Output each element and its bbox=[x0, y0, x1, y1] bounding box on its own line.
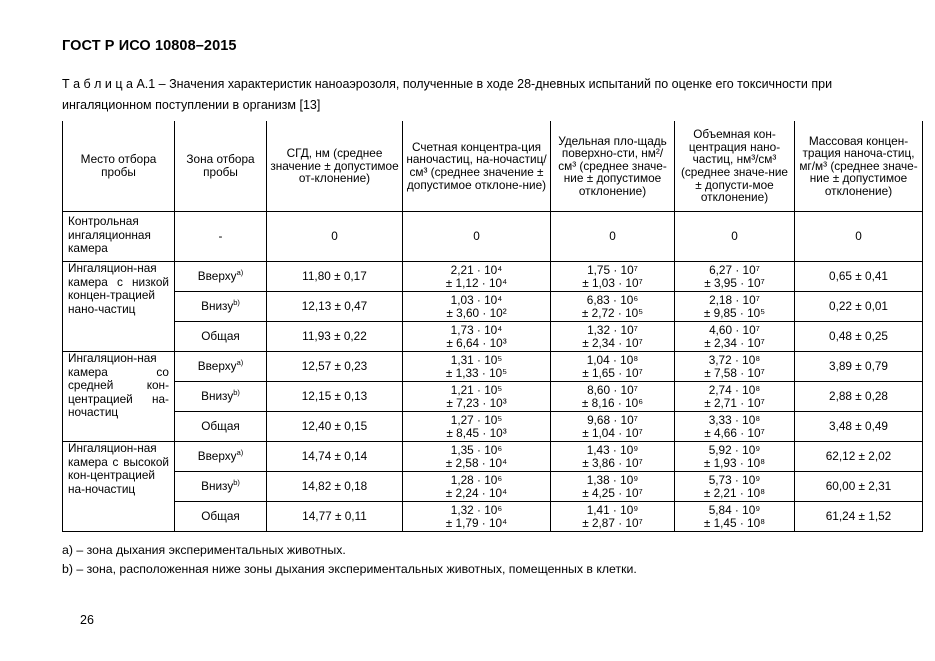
cell-sgd: 12,13 ± 0,47 bbox=[267, 292, 403, 322]
col-header-volume: Объемная кон-центрация нано-частиц, нм³/см³ (среднее значе-ние ± допусти-мое отклонение) bbox=[675, 121, 795, 212]
table-row bbox=[63, 442, 923, 472]
cell-sgd: 11,80 ± 0,17 bbox=[267, 262, 403, 292]
table-row bbox=[63, 382, 923, 412]
cell-sgd: 12,15 ± 0,13 bbox=[267, 382, 403, 412]
zone-label: Внизу bbox=[201, 389, 234, 404]
cell-zone bbox=[175, 292, 267, 322]
cell-area-mean: 9,68 · 10⁷ bbox=[587, 412, 638, 427]
cell-count bbox=[403, 262, 551, 292]
table-caption: Т а б л и ц а А.1 – Значения характеристик наноаэрозоля, полученные в ходе 28-дневных испытаний по оценке его токсичности при ингаляционном поступлении в организм [13] bbox=[62, 77, 833, 112]
table-row bbox=[63, 322, 923, 352]
cell-area-mean: 1,43 · 10⁹ bbox=[586, 442, 639, 457]
cell-sgd: 14,74 ± 0,14 bbox=[267, 442, 403, 472]
cell-volume-mean: 2,18 · 10⁷ bbox=[709, 292, 760, 307]
cell-mass: 3,89 ± 0,79 bbox=[795, 352, 923, 382]
zone-footnote-mark: a) bbox=[236, 448, 244, 458]
cell-count-deviation: ± 1,33 · 10⁵ bbox=[445, 365, 508, 380]
cell-area-mean: 1,32 · 10⁷ bbox=[587, 322, 638, 337]
cell-mass: 62,12 ± 2,02 bbox=[795, 442, 923, 472]
cell-sgd: 11,93 ± 0,22 bbox=[267, 322, 403, 352]
cell-zone: - bbox=[175, 212, 267, 262]
table-row bbox=[63, 502, 923, 532]
zone-label: Общая bbox=[201, 419, 240, 434]
cell-sgd: 14,82 ± 0,18 bbox=[267, 472, 403, 502]
cell-area-deviation: ± 3,86 · 10⁷ bbox=[582, 455, 643, 470]
table-row bbox=[63, 352, 923, 382]
table-row bbox=[63, 262, 923, 292]
cell-zone bbox=[175, 502, 267, 532]
cell-volume-mean: 4,60 · 10⁷ bbox=[709, 322, 760, 337]
cell-area bbox=[551, 442, 675, 472]
zone-label: Вверху bbox=[197, 449, 237, 464]
cell-area bbox=[551, 382, 675, 412]
col-header-mass: Массовая концен-трация наноча-стиц, мг/м³ (среднее значе-ние ± допустимое отклонение) bbox=[795, 121, 923, 212]
cell-zone bbox=[175, 382, 267, 412]
cell-count-deviation: ± 2,24 · 10⁴ bbox=[445, 485, 508, 500]
cell-volume-deviation: ± 2,21 · 10⁸ bbox=[703, 485, 766, 500]
cell-volume-mean: 2,74 · 10⁸ bbox=[708, 382, 761, 397]
cell-mass: 2,88 ± 0,28 bbox=[795, 382, 923, 412]
cell-area-deviation: ± 4,25 · 10⁷ bbox=[582, 485, 643, 500]
cell-sgd: 12,40 ± 0,15 bbox=[267, 412, 403, 442]
cell-count-mean: 1,27 · 10⁵ bbox=[450, 412, 503, 427]
cell-count-deviation: ± 3,60 · 10² bbox=[446, 305, 507, 320]
cell-volume-deviation: ± 9,85 · 10⁵ bbox=[703, 305, 766, 320]
cell-area-deviation: ± 8,16 · 10⁶ bbox=[581, 395, 644, 410]
cell-volume-mean: 6,27 · 10⁷ bbox=[709, 262, 760, 277]
zone-footnote-mark: a) bbox=[236, 268, 244, 278]
zone-label: Внизу bbox=[201, 479, 234, 494]
document-header: ГОСТ Р ИСО 10808–2015 bbox=[62, 38, 237, 54]
cell-area bbox=[551, 322, 675, 352]
cell-volume bbox=[675, 292, 795, 322]
cell-area: 0 bbox=[551, 212, 675, 262]
cell-count bbox=[403, 412, 551, 442]
cell-area-deviation: ± 1,03 · 10⁷ bbox=[582, 275, 643, 290]
cell-volume bbox=[675, 322, 795, 352]
cell-area bbox=[551, 292, 675, 322]
cell-place: Ингаляцион-ная камера с низкой концен-трацией нано-частиц bbox=[63, 262, 175, 352]
cell-area-deviation: ± 1,04 · 10⁷ bbox=[582, 425, 643, 440]
cell-zone bbox=[175, 472, 267, 502]
cell-zone bbox=[175, 412, 267, 442]
cell-volume-deviation: ± 7,58 · 10⁷ bbox=[704, 365, 765, 380]
cell-count bbox=[403, 352, 551, 382]
cell-volume-deviation: ± 1,93 · 10⁸ bbox=[703, 455, 766, 470]
cell-count: 0 bbox=[403, 212, 551, 262]
cell-area-mean: 1,04 · 10⁸ bbox=[586, 352, 639, 367]
cell-volume-deviation: ± 2,71 · 10⁷ bbox=[704, 395, 765, 410]
cell-area-mean: 1,41 · 10⁹ bbox=[586, 502, 639, 517]
cell-area bbox=[551, 502, 675, 532]
table-row bbox=[63, 472, 923, 502]
cell-count bbox=[403, 292, 551, 322]
col-header-area: Удельная пло-щадь поверхно-сти, нм²/см³ (среднее значе-ние ± допустимое отклонение) bbox=[551, 121, 675, 212]
cell-count-deviation: ± 2,58 · 10⁴ bbox=[445, 455, 508, 470]
cell-mass: 0 bbox=[795, 212, 923, 262]
cell-area-deviation: ± 2,34 · 10⁷ bbox=[582, 335, 643, 350]
cell-volume bbox=[675, 352, 795, 382]
zone-footnote-mark: b) bbox=[233, 478, 240, 488]
cell-volume-deviation: ± 4,66 · 10⁷ bbox=[704, 425, 765, 440]
cell-mass: 60,00 ± 2,31 bbox=[795, 472, 923, 502]
cell-volume-mean: 3,33 · 10⁸ bbox=[708, 412, 761, 427]
zone-label: Общая bbox=[201, 509, 240, 524]
cell-count bbox=[403, 382, 551, 412]
cell-area bbox=[551, 472, 675, 502]
cell-volume bbox=[675, 262, 795, 292]
cell-place: Ингаляцион-ная камера с высокой кон-центрацией на-ночастиц bbox=[63, 442, 175, 532]
col-header-place: Место отбора пробы bbox=[63, 121, 175, 212]
cell-area bbox=[551, 412, 675, 442]
zone-label: Общая bbox=[201, 329, 240, 344]
cell-count-deviation: ± 8,45 · 10³ bbox=[446, 425, 507, 440]
cell-mass: 61,24 ± 1,52 bbox=[795, 502, 923, 532]
cell-mass: 0,48 ± 0,25 bbox=[795, 322, 923, 352]
cell-volume-mean: 5,92 · 10⁹ bbox=[708, 442, 761, 457]
cell-volume-deviation: ± 3,95 · 10⁷ bbox=[704, 275, 765, 290]
zone-footnote-mark: b) bbox=[233, 298, 240, 308]
cell-volume bbox=[675, 472, 795, 502]
zone-label: Внизу bbox=[201, 299, 234, 314]
cell-count-deviation: ± 7,23 · 10³ bbox=[446, 395, 507, 410]
cell-volume bbox=[675, 502, 795, 532]
cell-volume-deviation: ± 1,45 · 10⁸ bbox=[703, 515, 766, 530]
cell-sgd: 12,57 ± 0,23 bbox=[267, 352, 403, 382]
cell-area-deviation: ± 2,87 · 10⁷ bbox=[582, 515, 643, 530]
cell-count-mean: 2,21 · 10⁴ bbox=[450, 262, 503, 277]
cell-volume-mean: 5,84 · 10⁹ bbox=[708, 502, 761, 517]
col-header-count: Счетная концентра-ция наночастиц, на-ночастиц/см³ (среднее значение ± допустимое отклоне-ние) bbox=[403, 121, 551, 212]
cell-area bbox=[551, 262, 675, 292]
cell-zone bbox=[175, 352, 267, 382]
cell-mass: 3,48 ± 0,49 bbox=[795, 412, 923, 442]
cell-volume-mean: 3,72 · 10⁸ bbox=[708, 352, 761, 367]
cell-area-mean: 8,60 · 10⁷ bbox=[587, 382, 638, 397]
cell-volume-deviation: ± 2,34 · 10⁷ bbox=[704, 335, 765, 350]
cell-area-deviation: ± 2,72 · 10⁵ bbox=[581, 305, 644, 320]
cell-sgd: 0 bbox=[267, 212, 403, 262]
cell-count bbox=[403, 322, 551, 352]
cell-sgd: 14,77 ± 0,11 bbox=[267, 502, 403, 532]
cell-count-deviation: ± 1,79 · 10⁴ bbox=[445, 515, 508, 530]
cell-area-mean: 6,83 · 10⁶ bbox=[586, 292, 639, 307]
cell-area-mean: 1,75 · 10⁷ bbox=[587, 262, 638, 277]
cell-area-deviation: ± 1,65 · 10⁷ bbox=[582, 365, 643, 380]
cell-count-mean: 1,35 · 10⁶ bbox=[450, 442, 503, 457]
col-header-sgd: СГД, нм (среднее значение ± допустимое от-клонение) bbox=[267, 121, 403, 212]
zone-footnote-mark: b) bbox=[233, 388, 240, 398]
cell-volume bbox=[675, 442, 795, 472]
cell-count-mean: 1,32 · 10⁶ bbox=[450, 502, 503, 517]
col-header-zone: Зона отбора пробы bbox=[175, 121, 267, 212]
page-number: 26 bbox=[80, 613, 94, 627]
cell-count-mean: 1,21 · 10⁵ bbox=[450, 382, 503, 397]
cell-zone bbox=[175, 442, 267, 472]
cell-area bbox=[551, 352, 675, 382]
cell-volume bbox=[675, 412, 795, 442]
data-table bbox=[62, 121, 923, 532]
table-row bbox=[63, 292, 923, 322]
cell-count-mean: 1,73 · 10⁴ bbox=[450, 322, 503, 337]
zone-label: Вверху bbox=[197, 359, 237, 374]
cell-zone bbox=[175, 262, 267, 292]
cell-count-deviation: ± 6,64 · 10³ bbox=[446, 335, 507, 350]
cell-mass: 0,65 ± 0,41 bbox=[795, 262, 923, 292]
cell-count bbox=[403, 502, 551, 532]
cell-count-mean: 1,28 · 10⁶ bbox=[450, 472, 503, 487]
footnote-b: b) – зона, расположенная ниже зоны дыхания экспериментальных животных, помещенных в клетки. bbox=[62, 562, 637, 576]
table-header-row bbox=[63, 121, 923, 212]
cell-volume: 0 bbox=[675, 212, 795, 262]
zone-label: Вверху bbox=[197, 269, 237, 284]
cell-place: Ингаляцион-ная камера со средней кон-центрацией на-ночастиц bbox=[63, 352, 175, 442]
cell-mass: 0,22 ± 0,01 bbox=[795, 292, 923, 322]
cell-volume bbox=[675, 382, 795, 412]
zone-footnote-mark: a) bbox=[236, 358, 244, 368]
table-row bbox=[63, 412, 923, 442]
cell-count-mean: 1,03 · 10⁴ bbox=[450, 292, 503, 307]
cell-place: Контрольная ингаляционная камера bbox=[63, 212, 175, 262]
cell-zone bbox=[175, 322, 267, 352]
footnote-a: a) – зона дыхания экспериментальных животных. bbox=[62, 543, 346, 557]
cell-count bbox=[403, 442, 551, 472]
cell-area-mean: 1,38 · 10⁹ bbox=[586, 472, 639, 487]
cell-count bbox=[403, 472, 551, 502]
cell-count-mean: 1,31 · 10⁵ bbox=[450, 352, 503, 367]
cell-count-deviation: ± 1,12 · 10⁴ bbox=[445, 275, 508, 290]
cell-volume-mean: 5,73 · 10⁹ bbox=[708, 472, 761, 487]
table-row-control bbox=[63, 212, 923, 262]
